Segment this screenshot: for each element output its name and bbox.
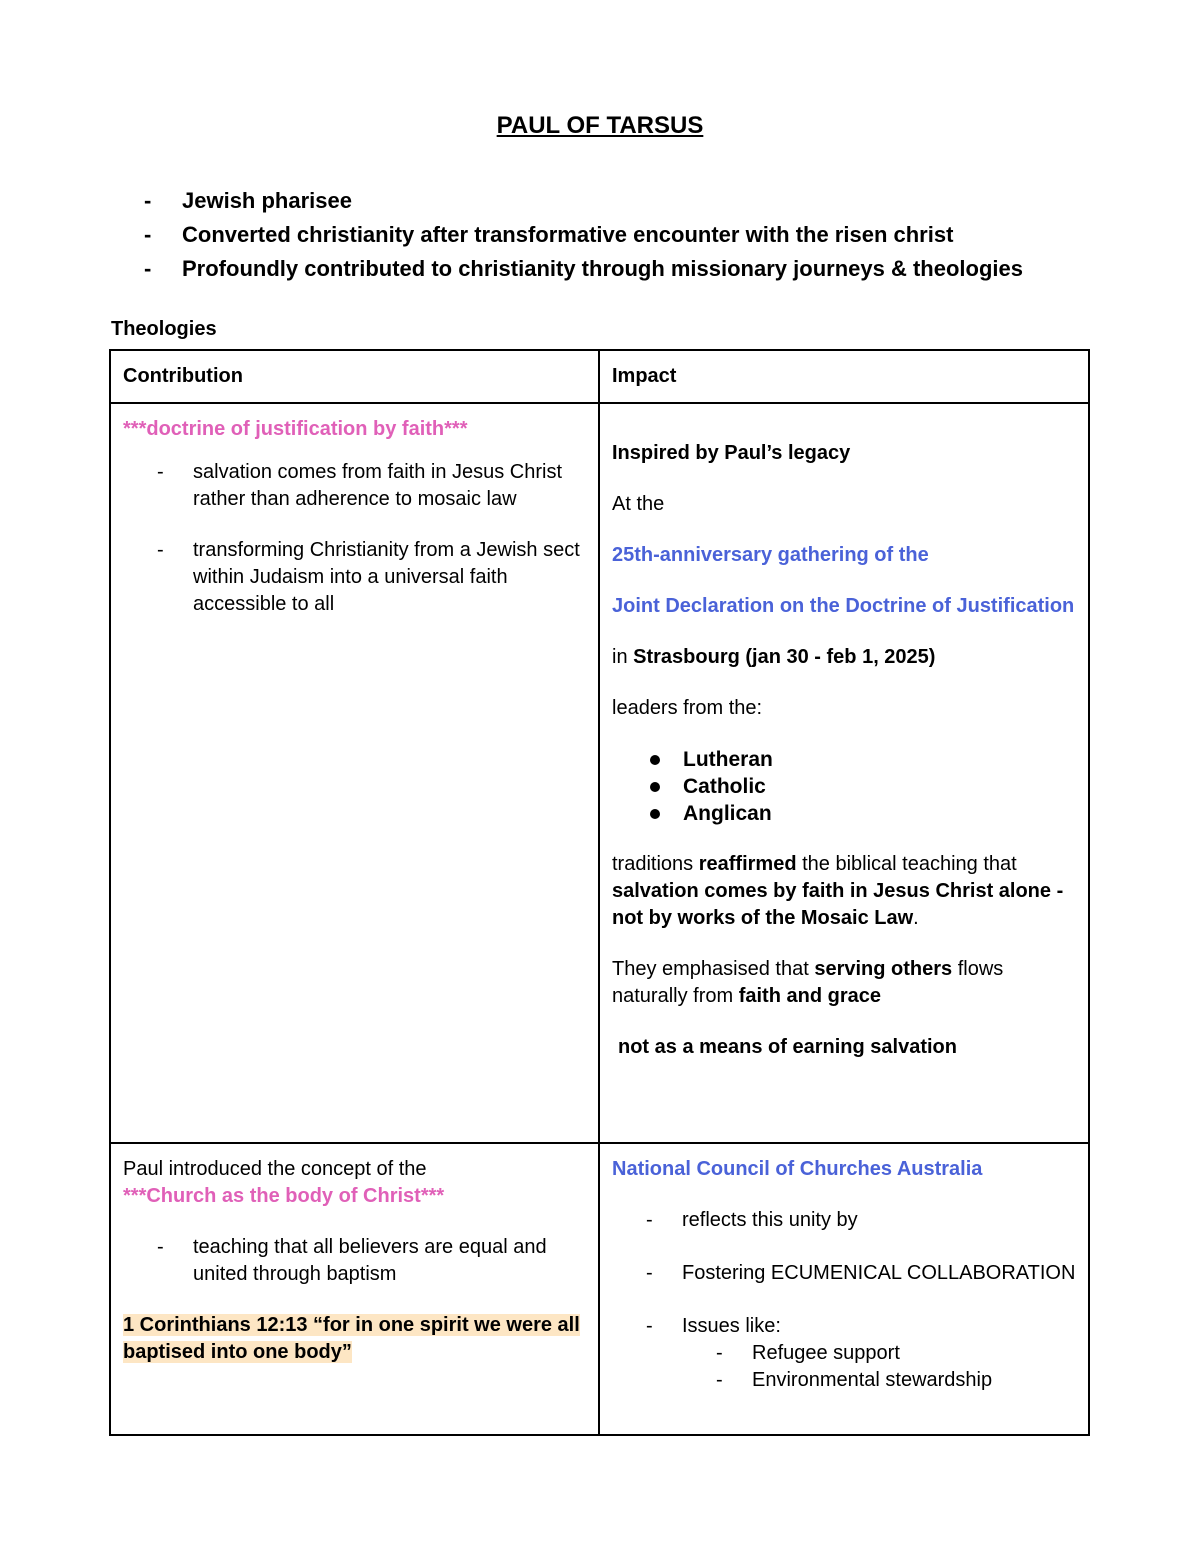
list-item: - Environmental stewardship: [716, 1369, 993, 1391]
intro-list: [144, 184, 1144, 286]
list-item: - Fostering ECUMENICAL COLLABORATION: [646, 1262, 1076, 1284]
theologies-table: [109, 349, 1090, 1436]
issues-sublist: [612, 1340, 1076, 1394]
table-row: [110, 1143, 1089, 1435]
inspired-text: Inspired by Paul’s legacy: [612, 442, 851, 464]
at-the-text: At the: [612, 493, 665, 515]
doctrine-heading: ***doctrine of justification by faith***: [123, 418, 468, 440]
list-item: - Profoundly contributed to christianity through missionary journeys & theologies: [144, 256, 1023, 281]
church-points: [123, 1234, 586, 1288]
ncca-points: [612, 1207, 1076, 1340]
not-means-text: not as a means of earning salvation: [618, 1036, 957, 1058]
cell-contribution: [110, 403, 599, 1143]
list-item: Catholic: [612, 773, 1076, 800]
church-heading: ***Church as the body of Christ***: [123, 1185, 445, 1207]
list-item: - transforming Christianity from a Jewish sect within Judaism into a universal faith accessible to all: [157, 539, 580, 615]
cell-contribution: [110, 1143, 599, 1435]
list-item: - Issues like:: [646, 1315, 781, 1337]
header-contribution: Contribution: [110, 350, 599, 403]
header-impact: Impact: [599, 350, 1089, 403]
table-header-row: [110, 350, 1089, 403]
list-item: - Converted christianity after transformative encounter with the risen christ: [144, 222, 954, 247]
reaffirmed-text: traditions reaffirmed the biblical teaching that salvation comes by faith in Jesus Christ alone - not by works of the Mosaic Law.: [612, 853, 1064, 929]
page-title: PAUL OF TARSUS: [496, 112, 704, 139]
leaders-text: leaders from the:: [612, 697, 763, 719]
emphasised-text: They emphasised that serving others flows naturally from faith and grace: [612, 958, 1004, 1007]
list-item: - teaching that all believers are equal and united through baptism: [157, 1236, 547, 1285]
gathering-text: 25th-anniversary gathering of the: [612, 544, 929, 566]
list-item: - Refugee support: [716, 1342, 900, 1364]
section-label: Theologies: [111, 318, 217, 340]
contribution-points: [123, 459, 586, 618]
cell-impact: [599, 1143, 1089, 1435]
list-item: Lutheran: [612, 746, 1076, 773]
list-item: - salvation comes from faith in Jesus Christ rather than adherence to mosaic law: [157, 461, 563, 510]
declaration-text: Joint Declaration on the Doctrine of Justification: [612, 595, 1075, 617]
ncca-heading: National Council of Churches Australia: [612, 1158, 983, 1180]
list-item: - reflects this unity by: [646, 1209, 858, 1231]
list-item: - Jewish pharisee: [144, 188, 352, 213]
table-row: [110, 403, 1089, 1143]
location-text: in Strasbourg (jan 30 - feb 1, 2025): [612, 646, 936, 668]
list-item: Anglican: [612, 800, 1076, 827]
traditions-list: [612, 746, 1076, 827]
church-intro-text: Paul introduced the concept of the: [123, 1158, 427, 1180]
corinthians-quote: 1 Corinthians 12:13 “for in one spirit we were all baptised into one body”: [123, 1314, 580, 1363]
cell-impact: [599, 403, 1089, 1143]
